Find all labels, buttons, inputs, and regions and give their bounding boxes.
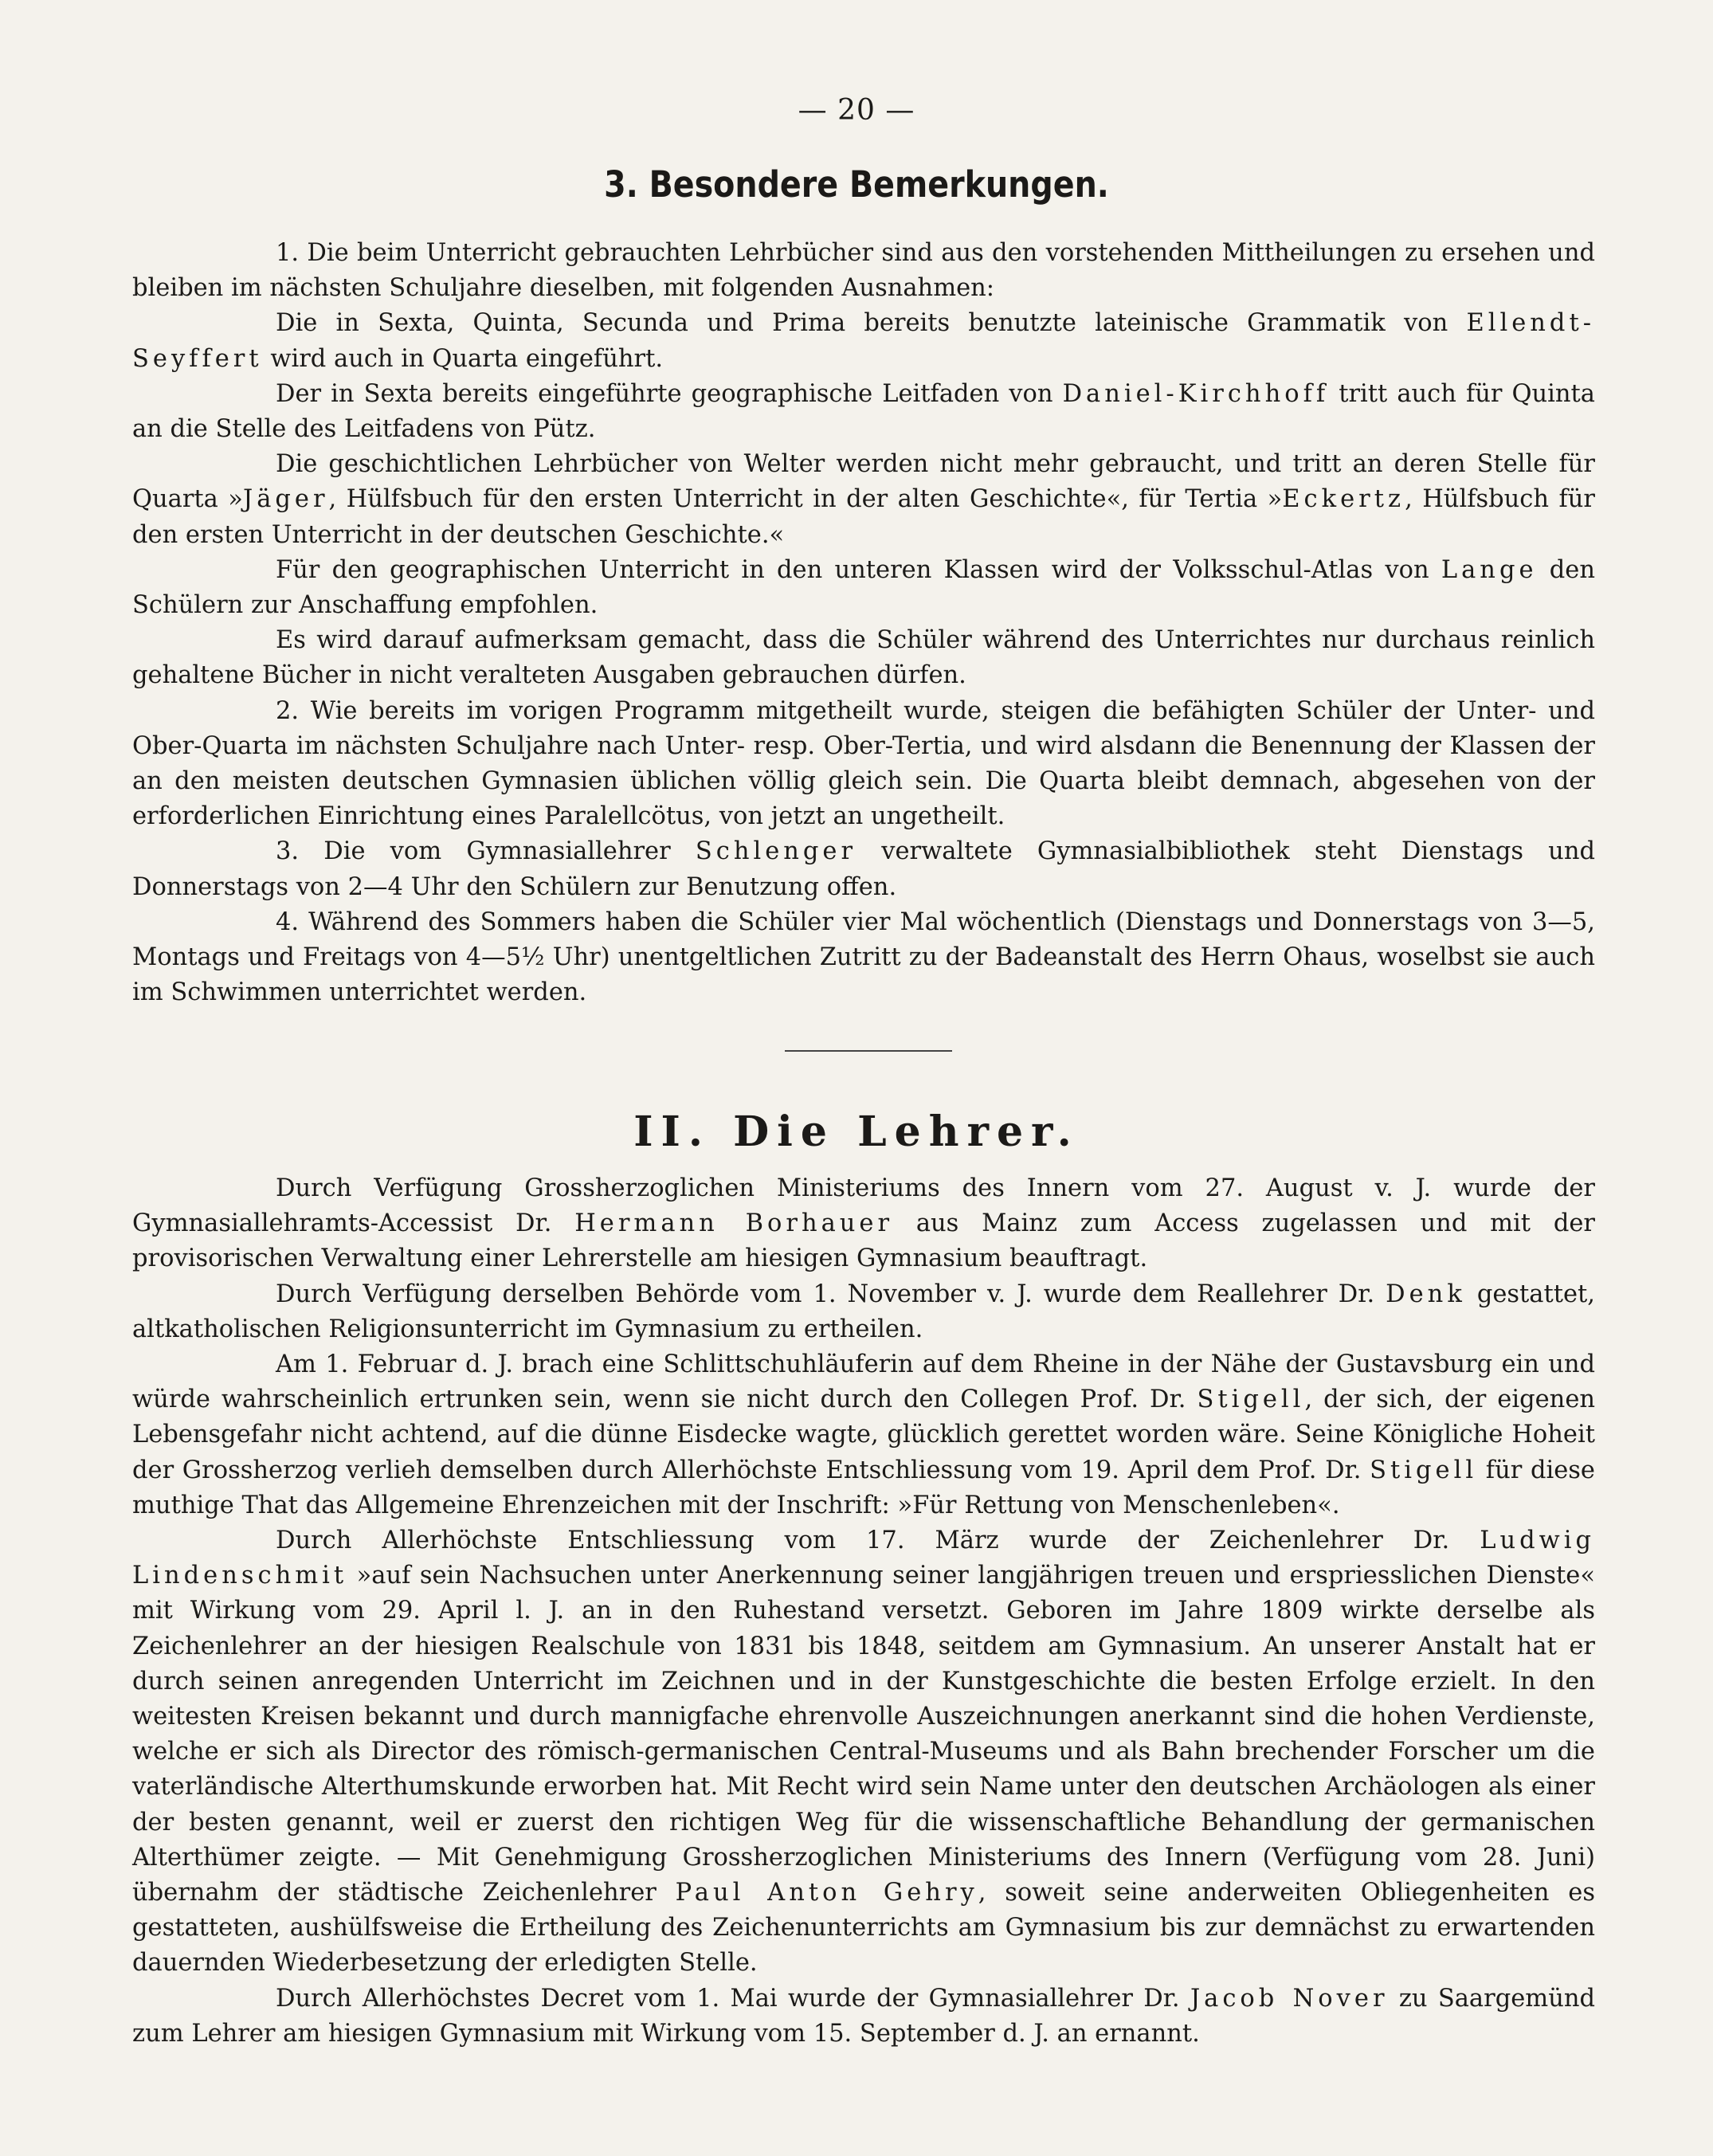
page-number: — 20 — — [798, 94, 915, 127]
section-divider — [785, 1050, 952, 1052]
section-teachers-body — [132, 1171, 1595, 2052]
paragraph: 4. Während des Sommers haben die Schüler vier Mal wöchentlich (Dienstags und Donnerstags von 3—5, Montags und Freitags von 4—5½ Uhr) unentgeltlichen Zutritt zu der Badeanstalt des Herrn Ohaus, woselbst sie auch im Schwimmen unterrichtet werden. — [132, 907, 1595, 1007]
paragraph: Durch Verfügung derselben Behörde vom 1. November v. J. wurde dem Reallehrer Dr. Denk gestattet, altkatholischen Religionsunterricht im Gymnasium zu ertheilen. — [132, 1280, 1595, 1343]
section-heading-die-lehrer: II. Die Lehrer. — [633, 1107, 1080, 1156]
spaced-name: Jäger — [242, 485, 329, 514]
spaced-name: Daniel-Kirchhoff — [1062, 379, 1330, 408]
spaced-name: Lange — [1441, 555, 1538, 584]
spaced-name: Schlenger — [695, 837, 857, 866]
spaced-name: Ellendt-Seyffert — [132, 309, 1596, 373]
paragraph: Durch Verfügung Grossherzoglichen Ministeriums des Innern vom 27. August v. J. wurde der Gymnasiallehramts-Accessist Dr. Hermann Borhauer aus Mainz zum Access zugelassen und mit der provisorischen Verwaltung einer Lehrerstelle am hiesigen Gymnasium beauftragt. — [132, 1174, 1595, 1273]
paragraph: Für den geographischen Unterricht in den unteren Klassen wird der Volksschul-Atlas von Lange den Schülern zur Anschaffung empfohlen. — [132, 555, 1595, 620]
paragraph: Der in Sexta bereits eingeführte geographische Leitfaden von Daniel-Kirchhoff tritt auch für Quinta an die Stelle des Leitfadens von Pütz. — [132, 379, 1595, 444]
spaced-name: Ludwig Lindenschmit — [132, 1527, 1595, 1590]
section-remarks-body — [132, 236, 1595, 1010]
section-heading-besondere-bemerkungen: 3. Besondere Bemerkungen. — [604, 163, 1109, 206]
paragraph: Am 1. Februar d. J. brach eine Schlittschuhläuferin auf dem Rheine in der Nähe der Gustavsburg ein und würde wahrscheinlich ertrunken sein, wenn sie nicht durch den Collegen Prof. Dr. Stigell, der sich, der eigenen Lebensgefahr nicht achtend, auf die dünne Eisdecke wagte, glücklich gerettet worden wäre. Seine Königliche Hoheit der Grossherzog verlieh demselben durch Allerhöchste Entschliessung vom 19. April dem Prof. Dr. Stigell für diese muthige That das Allgemeine Ehrenzeichen mit der Inschrift: »Für Rettung von Menschenleben«. — [132, 1350, 1596, 1519]
spaced-name: Jacob Nover — [1190, 1984, 1389, 2013]
spaced-name: Denk — [1386, 1280, 1466, 1308]
paragraph: 1. Die beim Unterricht gebrauchten Lehrbücher sind aus den vorstehenden Mittheilungen zu ersehen und bleiben im nächsten Schuljahre dieselben, mit folgenden Ausnahmen: — [132, 239, 1595, 303]
spaced-name: Stigell — [1197, 1386, 1305, 1414]
paragraph: Durch Allerhöchstes Decret vom 1. Mai wurde der Gymnasiallehrer Dr. Jacob Nover zu Saargemünd zum Lehrer am hiesigen Gymnasium mit Wirkung vom 15. September d. J. an ernannt. — [132, 1984, 1596, 2048]
paragraph: 2. Wie bereits im vorigen Programm mitgetheilt wurde, steigen die befähigten Schüler der Unter- und Ober-Quarta im nächsten Schuljahre nach Unter- resp. Ober-Tertia, und wird alsdann die Benennung der Klassen der an den meisten deutschen Gymnasien üblichen völlig gleich sein. Die Quarta bleibt demnach, abgesehen von der erforderlichen Einrichtung eines Paralellcötus, von jetzt an ungetheilt. — [132, 696, 1595, 831]
paragraph: Es wird darauf aufmerksam gemacht, dass die Schüler während des Unterrichtes nur durchaus reinlich gehaltene Bücher in nicht veralteten Ausgaben gebrauchen dürfen. — [132, 626, 1595, 690]
spaced-name: Stigell — [1370, 1456, 1478, 1484]
spaced-name: Paul Anton Gehry — [675, 1879, 978, 1907]
paragraph: Die in Sexta, Quinta, Secunda und Prima bereits benutzte lateinische Grammatik von Ellendt-Seyffert wird auch in Quarta eingeführt. — [132, 309, 1596, 373]
spaced-name: Hermann Borhauer — [574, 1209, 894, 1238]
paragraph: Durch Allerhöchste Entschliessung vom 17. März wurde der Zeichenlehrer Dr. Ludwig Lindenschmit »auf sein Nachsuchen unter Anerkennung seiner langjährigen treuen und erspriesslichen Dienste« mit Wirkung vom 29. April l. J. an in den Ruhestand versetzt. Geboren im Jahre 1809 wirkte derselbe als Zeichenlehrer an der hiesigen Realschule von 1831 bis 1848, seitdem am Gymnasium. An unserer Anstalt hat er durch seinen anregenden Unterricht im Zeichnen und in der Kunstgeschichte die besten Erfolge erzielt. In den weitesten Kreisen bekannt und durch mannigfache ehrenvolle Auszeichnungen anerkannt sind die hohen Verdienste, welche er sich als Director des römisch-germanischen Central-Museums und als Bahn brechender Forscher um die vaterländische Alterthumskunde erworben hat. Mit Recht wird sein Name unter den deutschen Archäologen als einer der besten genannt, weil er zuerst den richtigen Weg für die wissenschaftliche Behandlung der germanischen Alterthümer zeigte. — Mit Genehmigung Grossherzoglichen Ministeriums des Innern (Verfügung vom 28. Juni) übernahm der städtische Zeichenlehrer Paul Anton Gehry, soweit seine anderweiten Obliegenheiten es gestatteten, aushülfsweise die Ertheilung des Zeichenunterrichts am Gymnasium bis zur demnächst zu erwartenden dauernden Wiederbesetzung der erledigten Stelle. — [132, 1527, 1595, 1978]
spaced-name: Eckertz — [1282, 485, 1405, 514]
paragraph: 3. Die vom Gymnasiallehrer Schlenger verwaltete Gymnasialbibliothek steht Dienstags und Donnerstags von 2—4 Uhr den Schülern zur Benutzung offen. — [132, 837, 1595, 901]
paragraph: Die geschichtlichen Lehrbücher von Welter werden nicht mehr gebraucht, und tritt an deren Stelle für Quarta »Jäger, Hülfsbuch für den ersten Unterricht in der alten Geschichte«, für Tertia »Eckertz, Hülfsbuch für den ersten Unterricht in der deutschen Geschichte.« — [132, 450, 1595, 549]
